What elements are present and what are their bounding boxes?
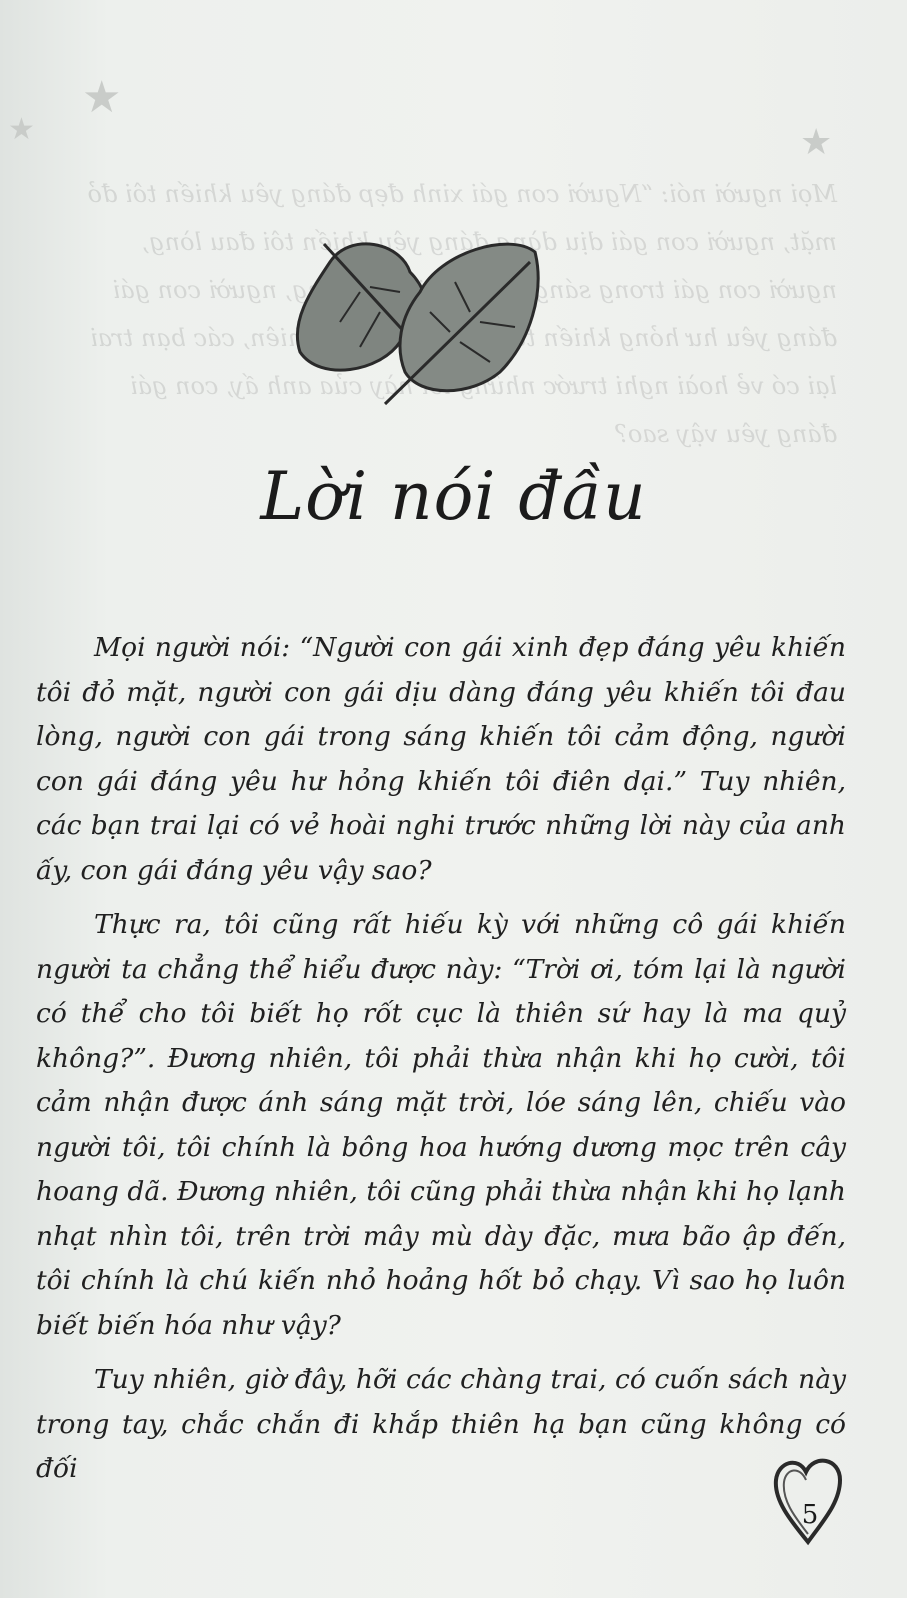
page-title: Lời nói đầu [260, 458, 647, 535]
star-icon: ★ [800, 122, 833, 163]
leaves-icon [290, 232, 550, 412]
body-text [36, 626, 846, 1502]
star-icon: ★ [8, 112, 35, 147]
paragraph: Thực ra, tôi cũng rất hiếu kỳ với những cô gái khiến người ta chẳng thể hiểu được này: “Trời ơi, tóm lại là người có thể cho tôi biết họ rốt cục là thiên sứ hay là ma quỷ không?”. Đương nhiên, tôi phải thừa nhận khi họ cười, tôi cảm nhận được ánh sáng mặt trời, lóe sáng lên, chiếu vào người tôi, tôi chính là bông hoa hướng dương mọc trên cây hoang dã. Đương nhiên, tôi cũng phải thừa nhận khi họ lạnh nhạt nhìn tôi, trên trời mây mù dày đặc, mưa bão ập đến, tôi chính là chú kiến nhỏ hoảng hốt bỏ chạy. Vì sao họ luôn biết biến hóa như vậy? [36, 909, 846, 1341]
star-icon: ★ [82, 72, 122, 123]
page-number: 5 [801, 1500, 819, 1530]
paragraph: Mọi người nói: “Người con gái xinh đẹp đáng yêu khiến tôi đỏ mặt, người con gái dịu dàng đáng yêu khiến tôi đau lòng, người con gái trong sáng khiến tôi cảm động, người con gái đáng yêu hư hỏng khiến tôi điên dại.” Tuy nhiên, các bạn trai lại có vẻ hoài nghi trước những lời này của anh ấy, con gái đáng yêu vậy sao? [36, 632, 846, 886]
bleed-through-text: Mọi người nói: “Người con gái xinh đẹp đáng yêu khiến tôi đỏ mặt, người con gái dịu dàng đáng yêu khiến tôi đau lòng, người con gái trong sáng người con gái đáng yêu hư hỏng khiến nhiên, các bạn trai lại có vẻ hoài nghi trước những này của anh ấy, con gái đáng yêu vậy sao? [87, 180, 837, 448]
paragraph: Tuy nhiên, giờ đây, hỡi các chàng trai, có cuốn sách này trong tay, chắc chắn đi khắp thiên hạ bạn cũng không có đối [36, 1364, 846, 1484]
